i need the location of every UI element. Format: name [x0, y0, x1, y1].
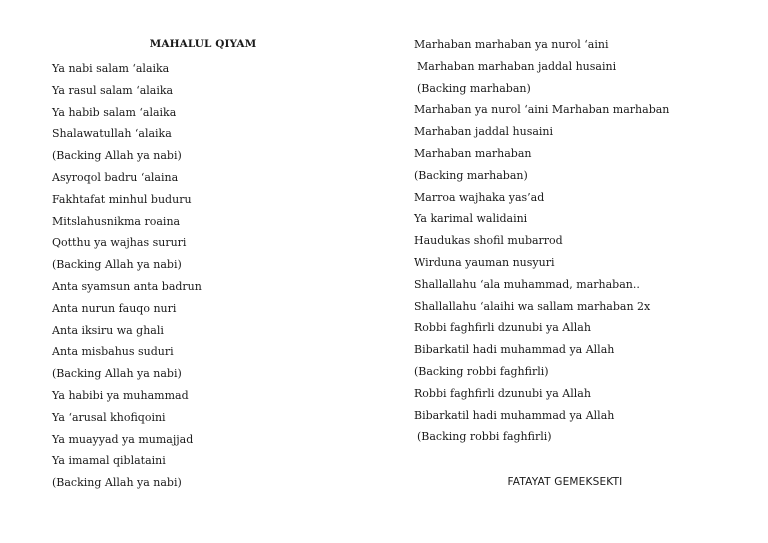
lyric-line: Marhaban jaddal husaini: [414, 125, 554, 139]
lyric-line: Shallallahu ‘ala muhammad, marhaban..: [414, 277, 640, 291]
lyric-line: Ya karimal walidaini: [414, 212, 528, 226]
lyric-line: Fakhtafat minhul buduru: [52, 192, 192, 206]
lyric-line: Ya ‘arusal khofiqoini: [52, 410, 166, 424]
right-lyrics-column: [414, 34, 669, 448]
lyric-line: Anta syamsun anta badrun: [52, 279, 202, 293]
lyric-line: Shallallahu ‘alaihi wa sallam marhaban 2x: [414, 299, 651, 313]
document-title: MAHALUL QIYAM: [149, 38, 257, 50]
lyric-line: Anta iksiru wa ghali: [52, 323, 164, 337]
backing-line: (Backing marhaban): [417, 81, 531, 95]
lyric-line: Ya habibi ya muhammad: [52, 388, 189, 402]
lyric-line: Ya rasul salam ‘alaika: [52, 83, 174, 97]
lyric-line: Haudukas shofil mubarrod: [414, 234, 563, 248]
lyric-line: Qotthu ya wajhas sururi: [52, 236, 187, 250]
lyric-line: Anta nurun fauqo nuri: [52, 301, 177, 315]
backing-line: (Backing Allah ya nabi): [52, 476, 182, 490]
lyric-line: Bibarkatil hadi muhammad ya Allah: [414, 343, 615, 357]
lyric-line: Ya habib salam ‘alaika: [52, 105, 177, 119]
backing-line: (Backing robbi faghfirli): [414, 364, 549, 378]
lyric-line: Ya nabi salam ‘alaika: [52, 62, 170, 75]
backing-line: (Backing Allah ya nabi): [52, 149, 182, 163]
backing-line: (Backing Allah ya nabi): [52, 258, 182, 272]
lyric-line: Mitslahusnikma roaina: [52, 214, 181, 228]
lyric-line: Wirduna yauman nusyuri: [414, 255, 555, 269]
left-lyrics-column: [52, 58, 202, 494]
backing-line: (Backing Allah ya nabi): [52, 367, 182, 381]
lyric-line: Bibarkatil hadi muhammad ya Allah: [414, 408, 615, 422]
lyric-line: Marhaban marhaban jaddal husaini: [417, 59, 617, 73]
lyric-line: Marhaban ya nurol ‘aini Marhaban marhaban: [414, 103, 670, 117]
lyric-line: Marroa wajhaka yas’ad: [414, 190, 545, 204]
lyric-line: Ya imamal qiblataini: [52, 454, 166, 468]
backing-line: (Backing marhaban): [414, 168, 528, 182]
footer-signature: FATAYAT GEMEKSEKTI: [507, 476, 623, 488]
lyric-line: Marhaban marhaban: [414, 146, 532, 160]
lyric-line: Asyroqol badru ‘alaina: [52, 170, 179, 184]
lyric-line: Marhaban marhaban ya nurol ‘aini: [414, 38, 609, 51]
backing-line: (Backing robbi faghfirli): [417, 430, 552, 444]
lyric-line: Robbi faghfirli dzunubi ya Allah: [414, 386, 591, 400]
lyric-line: Robbi faghfirli dzunubi ya Allah: [414, 321, 591, 335]
lyric-line: Anta misbahus suduri: [52, 345, 174, 359]
lyric-line: Shalawatullah ‘alaika: [52, 127, 172, 141]
lyric-line: Ya muayyad ya mumajjad: [52, 432, 194, 446]
